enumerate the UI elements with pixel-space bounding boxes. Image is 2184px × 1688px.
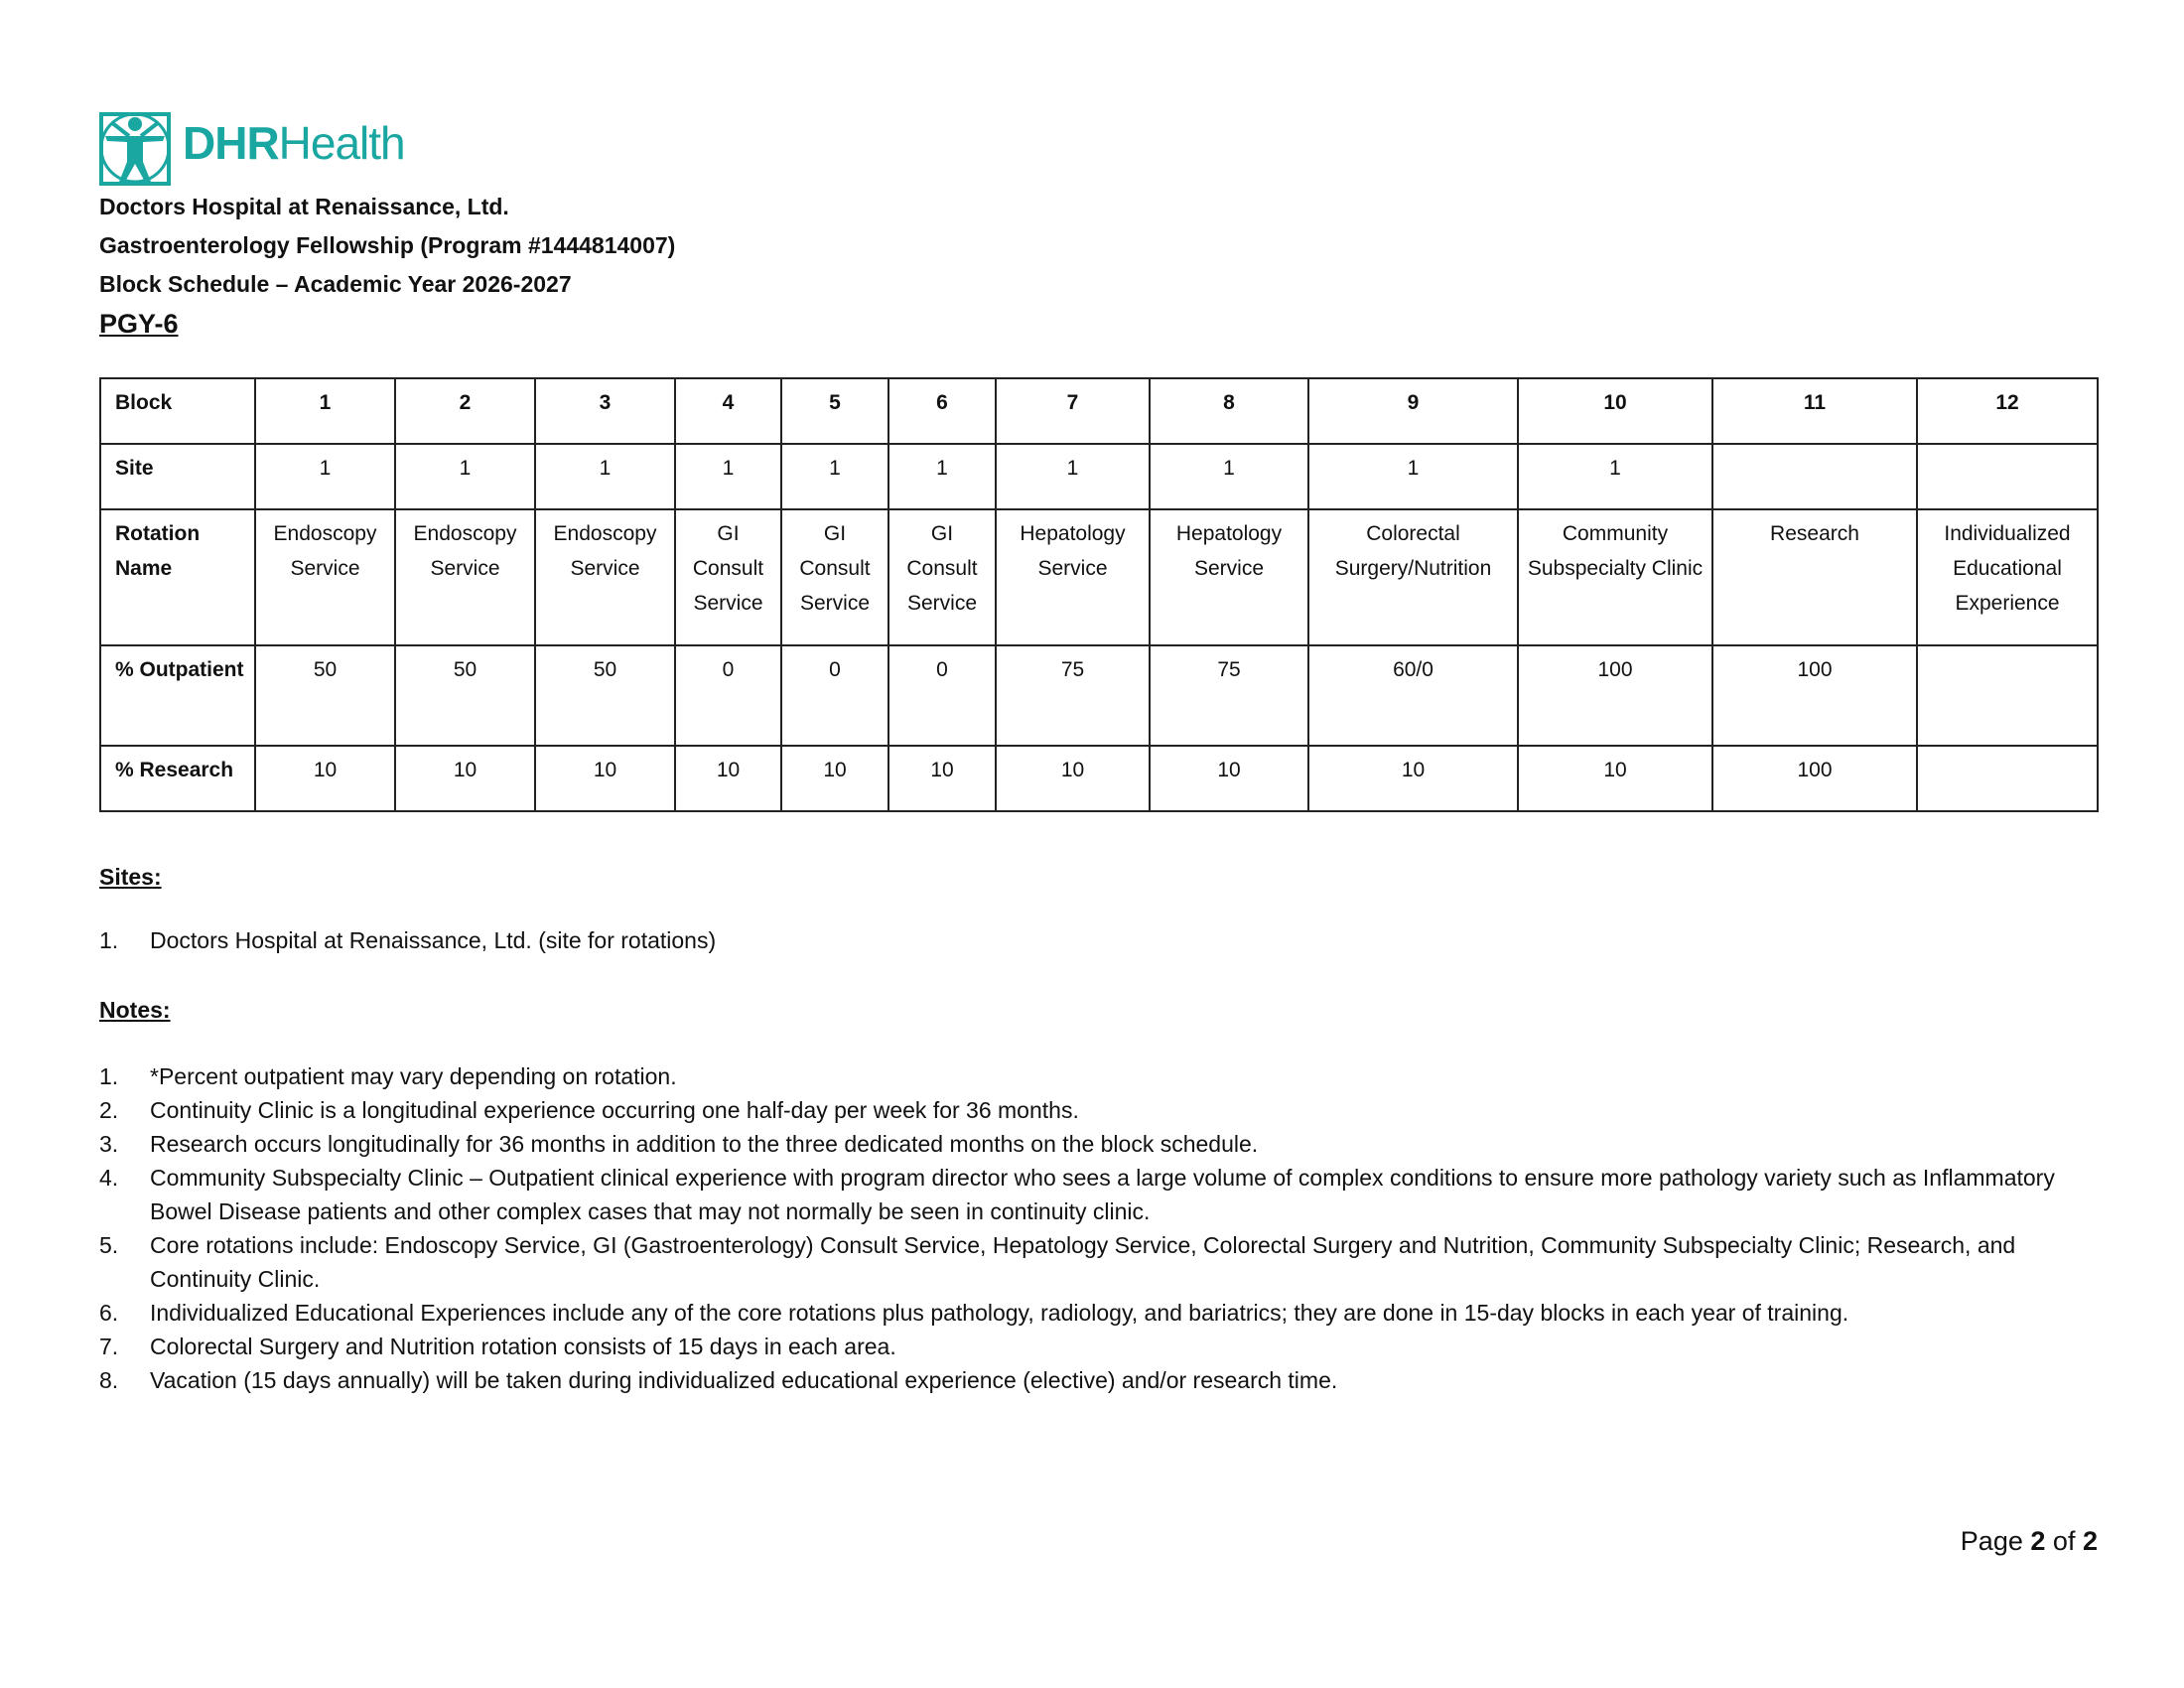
block-cell: 11 <box>1712 378 1917 444</box>
rotation-cell: Hepatology Service <box>1150 509 1308 645</box>
list-item: 5. Core rotations include: Endoscopy Service, GI (Gastroenterology) Consult Service, Hepatology Service, Colorectal Surgery and Nutrition, Community Subspecialty Clinic; Research, and Continuity Clinic. <box>99 1232 2016 1292</box>
block-cell: 6 <box>888 378 996 444</box>
research-row <box>100 746 2098 811</box>
research-label: % Research <box>100 746 255 811</box>
block-row <box>100 378 2098 444</box>
research-cell: 10 <box>395 746 535 811</box>
rotation-row <box>100 509 2098 645</box>
site-cell: 1 <box>1308 444 1518 509</box>
hospital-name: Doctors Hospital at Renaissance, Ltd. <box>99 194 509 219</box>
outpatient-cell: 60/0 <box>1308 645 1518 746</box>
site-label: Site <box>100 444 255 509</box>
page-number: Page 2 of 2 <box>1960 1526 2098 1556</box>
research-cell: 10 <box>888 746 996 811</box>
research-cell: 100 <box>1712 746 1917 811</box>
outpatient-cell <box>1917 645 2098 746</box>
outpatient-label: % Outpatient <box>100 645 255 746</box>
outpatient-cell: 75 <box>996 645 1150 746</box>
research-cell <box>1917 746 2098 811</box>
rotation-cell: Individualized Educational Experience <box>1917 509 2098 645</box>
pgy-level: PGY-6 <box>99 309 179 339</box>
research-cell: 10 <box>996 746 1150 811</box>
rotation-label: Rotation Name <box>100 509 255 645</box>
site-row <box>100 444 2098 509</box>
rotation-cell: Colorectal Surgery/Nutrition <box>1308 509 1518 645</box>
outpatient-cell: 0 <box>675 645 781 746</box>
outpatient-cell: 0 <box>888 645 996 746</box>
research-cell: 10 <box>675 746 781 811</box>
site-cell: 1 <box>535 444 675 509</box>
block-cell: 1 <box>255 378 395 444</box>
schedule-title: Block Schedule – Academic Year 2026-2027 <box>99 271 572 297</box>
sites-heading: Sites: <box>99 864 162 890</box>
block-cell: 10 <box>1518 378 1712 444</box>
program-name: Gastroenterology Fellowship (Program #1444814007) <box>99 232 676 258</box>
site-cell: 1 <box>996 444 1150 509</box>
outpatient-cell: 100 <box>1518 645 1712 746</box>
list-item: 8. Vacation (15 days annually) will be taken during individualized educational experience (elective) and/or research time. <box>99 1367 1338 1393</box>
vitruvian-man-icon <box>99 100 171 186</box>
list-item: 1. *Percent outpatient may vary depending on rotation. <box>99 1063 677 1089</box>
list-item: 4. Community Subspecialty Clinic – Outpatient clinical experience with program director who sees a large volume of complex conditions to ensure more pathology variety such as Inflammatory Bowel Disease patients and other complex cases that may not normally be seen in continuity clinic. <box>99 1165 2055 1224</box>
rotation-cell: GI Consult Service <box>781 509 888 645</box>
block-cell: 12 <box>1917 378 2098 444</box>
notes-list <box>99 1059 2105 1397</box>
research-cell: 10 <box>781 746 888 811</box>
site-cell <box>1712 444 1917 509</box>
block-cell: 3 <box>535 378 675 444</box>
outpatient-cell: 75 <box>1150 645 1308 746</box>
notes-heading: Notes: <box>99 997 171 1023</box>
site-cell: 1 <box>1518 444 1712 509</box>
research-cell: 10 <box>1308 746 1518 811</box>
site-cell: 1 <box>255 444 395 509</box>
site-cell: 1 <box>395 444 535 509</box>
outpatient-cell: 50 <box>395 645 535 746</box>
outpatient-cell: 50 <box>535 645 675 746</box>
research-cell: 10 <box>1518 746 1712 811</box>
rotation-cell: GI Consult Service <box>675 509 781 645</box>
outpatient-cell: 0 <box>781 645 888 746</box>
rotation-cell: Hepatology Service <box>996 509 1150 645</box>
block-schedule-table <box>99 377 2099 812</box>
block-label: Block <box>100 378 255 444</box>
site-cell: 1 <box>1150 444 1308 509</box>
rotation-cell: Endoscopy Service <box>395 509 535 645</box>
list-item: 7. Colorectal Surgery and Nutrition rotation consists of 15 days in each area. <box>99 1334 896 1359</box>
block-cell: 9 <box>1308 378 1518 444</box>
rotation-cell: Endoscopy Service <box>255 509 395 645</box>
site-cell: 1 <box>781 444 888 509</box>
block-cell: 7 <box>996 378 1150 444</box>
site-cell: 1 <box>675 444 781 509</box>
dhr-health-logo <box>99 100 405 186</box>
list-item: 3. Research occurs longitudinally for 36 months in addition to the three dedicated months on the block schedule. <box>99 1131 1259 1157</box>
rotation-cell: Endoscopy Service <box>535 509 675 645</box>
list-item: 6. Individualized Educational Experiences include any of the core rotations plus pathology, radiology, and bariatrics; they are done in 15-day blocks in each year of training. <box>99 1300 1849 1326</box>
block-cell: 5 <box>781 378 888 444</box>
logo-wordmark: DHRHealth <box>183 117 405 169</box>
rotation-cell: Community Subspecialty Clinic <box>1518 509 1712 645</box>
research-cell: 10 <box>1150 746 1308 811</box>
site-cell: 1 <box>888 444 996 509</box>
sites-list <box>99 923 2105 957</box>
outpatient-cell: 50 <box>255 645 395 746</box>
research-cell: 10 <box>535 746 675 811</box>
outpatient-cell: 100 <box>1712 645 1917 746</box>
block-cell: 4 <box>675 378 781 444</box>
block-cell: 2 <box>395 378 535 444</box>
list-item: 1. Doctors Hospital at Renaissance, Ltd. (site for rotations) <box>99 927 717 953</box>
outpatient-row <box>100 645 2098 746</box>
research-cell: 10 <box>255 746 395 811</box>
block-cell: 8 <box>1150 378 1308 444</box>
rotation-cell: GI Consult Service <box>888 509 996 645</box>
list-item: 2. Continuity Clinic is a longitudinal experience occurring one half-day per week for 36 months. <box>99 1097 1079 1123</box>
site-cell <box>1917 444 2098 509</box>
rotation-cell: Research <box>1712 509 1917 645</box>
